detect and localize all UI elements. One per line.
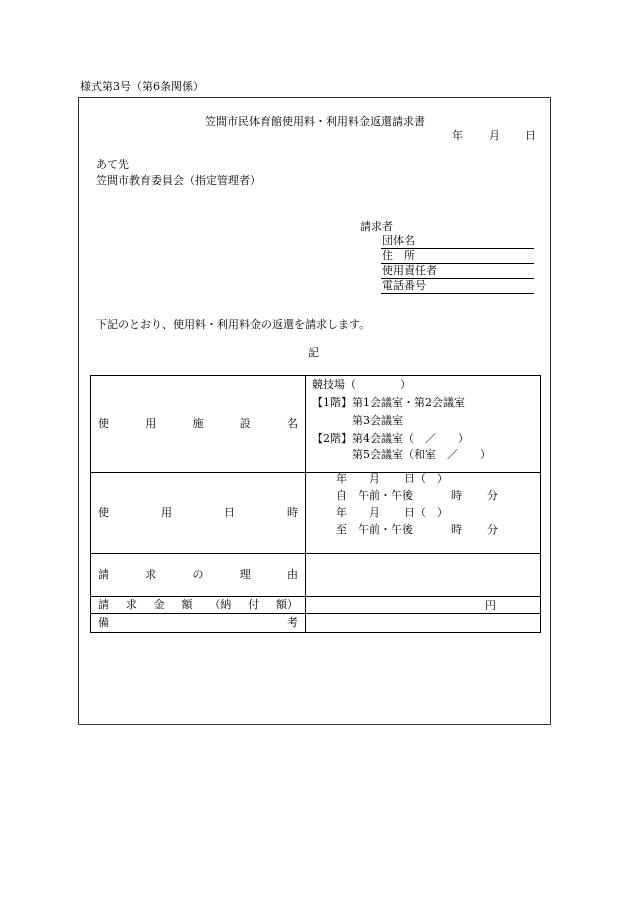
from-minute-label: 分 bbox=[487, 489, 498, 502]
from-month-label: 月 bbox=[369, 472, 380, 485]
form-number: 様式第3号（第6条関係） bbox=[80, 80, 204, 93]
addressee-label: あて先 bbox=[96, 158, 129, 171]
facility-floor2-rooms: 【2階】第4会議室（ ／ ） bbox=[312, 432, 469, 445]
requester-label: 請求者 bbox=[360, 220, 393, 233]
facility-arena: 競技場（ ） bbox=[312, 378, 411, 391]
amount-row bbox=[91, 597, 541, 614]
ki-heading: 記 bbox=[308, 346, 319, 359]
from-ampm: 午前・午後 bbox=[358, 489, 413, 502]
phone-underline[interactable] bbox=[381, 293, 534, 294]
date-year-label: 年 bbox=[452, 129, 463, 142]
from-year-label: 年 bbox=[336, 472, 347, 485]
from-prefix: 自 bbox=[336, 489, 347, 502]
to-prefix: 至 bbox=[336, 523, 347, 536]
remarks-value-cell[interactable] bbox=[306, 614, 541, 633]
reason-row bbox=[91, 554, 541, 597]
datetime-row bbox=[91, 473, 541, 554]
responsible-label: 使用責任者 bbox=[382, 264, 437, 277]
to-hour-label: 時 bbox=[451, 523, 462, 536]
reason-label-cell bbox=[91, 554, 306, 597]
datetime-label-cell bbox=[91, 473, 306, 554]
details-table bbox=[90, 375, 541, 633]
facility-room3: 第3会議室 bbox=[352, 414, 403, 427]
to-ampm: 午前・午後 bbox=[358, 523, 413, 536]
remarks-label-cell bbox=[91, 614, 306, 633]
request-statement: 下記のとおり、使用料・利用料金の返還を請求します。 bbox=[96, 318, 371, 331]
date-day-label: 日 bbox=[525, 129, 536, 142]
date-month-label: 月 bbox=[489, 129, 500, 142]
reason-value-cell[interactable] bbox=[306, 554, 541, 597]
facility-floor1-rooms: 【1階】第1会議室・第2会議室 bbox=[312, 396, 465, 409]
facility-room5: 第5会議室（和室 ／ ） bbox=[352, 448, 491, 461]
organization-label: 団体名 bbox=[382, 234, 415, 247]
facility-label: 使 用 施 設 名 bbox=[98, 417, 298, 430]
phone-label: 電話番号 bbox=[382, 279, 426, 292]
facility-row bbox=[91, 376, 541, 473]
to-minute-label: 分 bbox=[487, 523, 498, 536]
remarks-row bbox=[91, 614, 541, 633]
facility-value-cell[interactable] bbox=[306, 376, 541, 473]
remarks-label: 備 考 bbox=[98, 616, 298, 629]
datetime-value-cell[interactable] bbox=[306, 473, 541, 554]
address-label: 住 所 bbox=[382, 249, 415, 262]
from-day-label: 日（ ） bbox=[404, 472, 448, 485]
facility-label-cell bbox=[91, 376, 306, 473]
from-hour-label: 時 bbox=[451, 489, 462, 502]
to-year-label: 年 bbox=[336, 506, 347, 519]
document-title: 笠間市民体育館使用料・利用料金返還請求書 bbox=[205, 115, 425, 128]
to-month-label: 月 bbox=[369, 506, 380, 519]
datetime-label: 使 用 日 時 bbox=[98, 506, 298, 519]
to-day-label: 日（ ） bbox=[404, 506, 448, 519]
amount-value-cell[interactable] bbox=[306, 597, 541, 614]
amount-label-cell bbox=[91, 597, 306, 614]
amount-label: 請 求 金 額 （納 付 額） bbox=[98, 598, 298, 611]
amount-unit: 円 bbox=[485, 598, 496, 612]
addressee-name: 笠間市教育委員会（指定管理者） bbox=[96, 174, 261, 187]
reason-label: 請 求 の 理 由 bbox=[98, 568, 298, 581]
